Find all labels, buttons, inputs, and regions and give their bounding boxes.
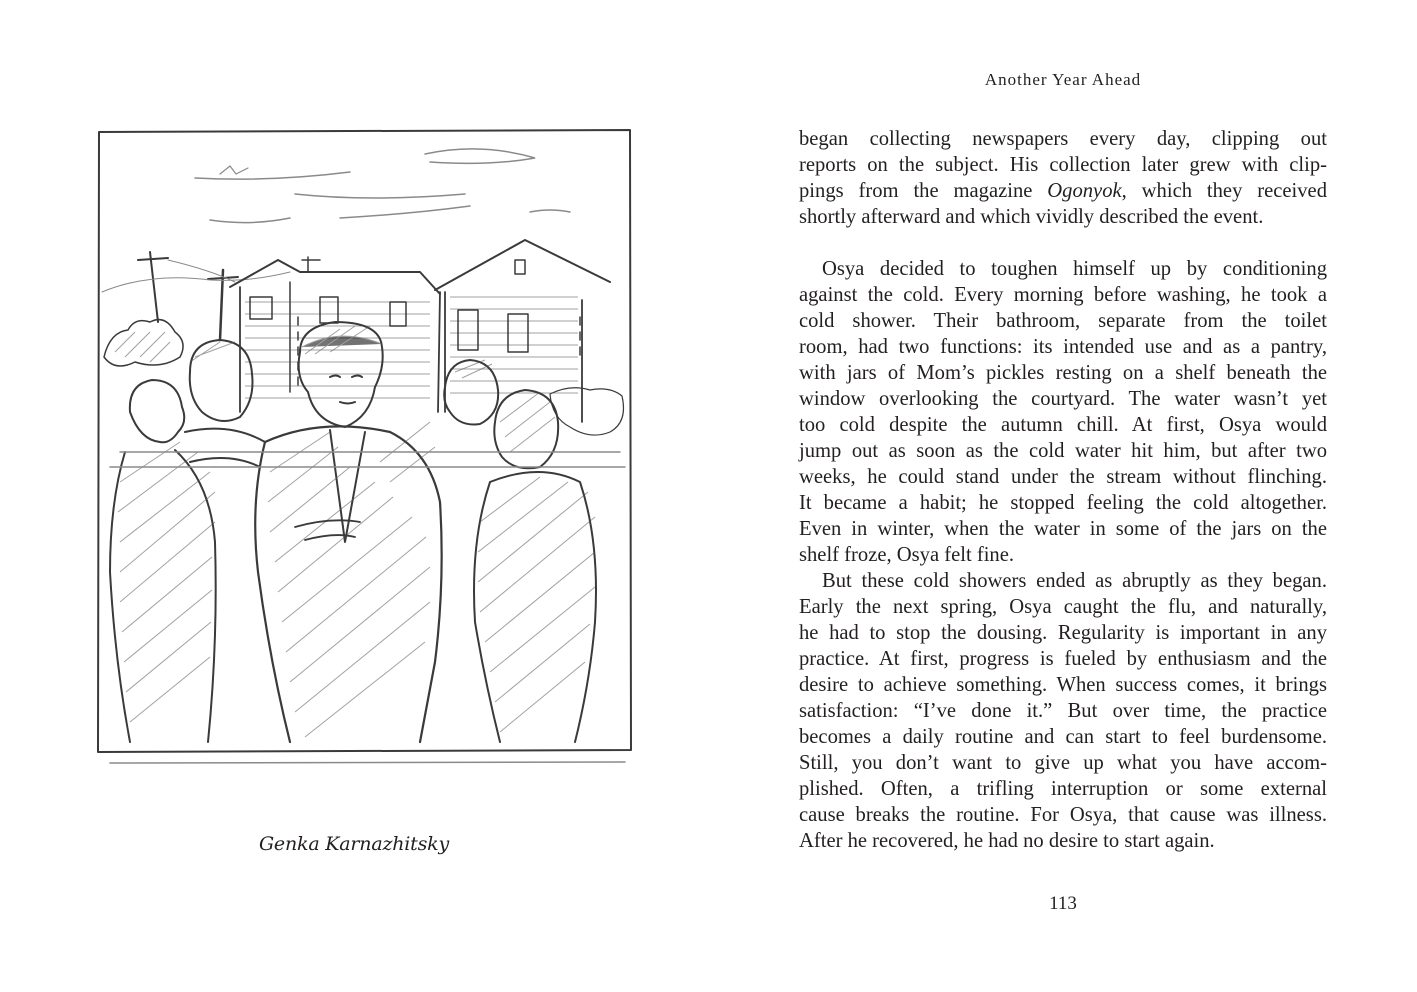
text-line: against the cold. Every morning before washing, he took a [799,284,1327,306]
text-line: becomes a daily routine and can start to feel burdensome. [799,726,1327,748]
text-line: he had to stop the dousing. Regularity is important in any [799,622,1327,644]
sketch-svg [90,122,640,767]
left-page [0,0,708,992]
paragraph-3 [799,568,1327,854]
wooden-houses [230,240,610,422]
text-line: Still, you don’t want to give up what you have accom- [799,752,1327,774]
text-line: desire to achieve something. When success comes, it brings [799,674,1327,696]
illustration-caption: Genka Karnazhitsky [258,833,450,855]
text-line [799,178,1327,204]
tree [104,320,624,436]
paragraph-2 [799,256,1327,568]
page-number: 113 [1049,893,1077,914]
text-line: too cold despite the autumn chill. At first, Osya would [799,414,1327,436]
person-left-head [130,380,184,442]
text-line: It became a habit; he stopped feeling the cold altogether. [799,492,1327,514]
text-line: satisfaction: “I’ve done it.” But over time, the practice [799,700,1327,722]
paragraph-1 [799,126,1327,230]
text-line: weeks, he could stand under the stream without flinching. [799,466,1327,488]
text-line: shelf froze, Osya felt fine. [799,544,1014,566]
text-line: reports on the subject. His collection later grew with clip- [799,154,1327,176]
text-line: Osya decided to toughen himself up by conditioning [822,258,1327,280]
right-page [708,0,1417,992]
text-line: Early the next spring, Osya caught the flu, and naturally, [799,596,1327,618]
text-segment: , which they received [1121,180,1327,202]
pencil-sketch-illustration [90,122,640,767]
text-line: window overlooking the courtyard. The water wasn’t yet [799,388,1327,410]
text-line: practice. At first, progress is fueled by enthusiasm and the [799,648,1327,670]
text-segment: pings from the magazine [799,180,1048,202]
text-line: cold shower. Their bathroom, separate from the toilet [799,310,1327,332]
text-line: with jars of Mom’s pickles resting on a shelf beneath the [799,362,1327,384]
sketch-baseline [110,762,625,763]
sketch-frame [98,130,631,752]
text-line: Even in winter, when the water in some of the jars on the [799,518,1327,540]
text-line: After he recovered, he had no desire to start again. [799,830,1215,852]
text-line: jump out as soon as the cold water hit him, but after two [799,440,1327,462]
text-line: shortly afterward and which vividly described the event. [799,206,1264,228]
text-line: But these cold showers ended as abruptly as they began. [822,570,1327,592]
people [110,322,625,742]
body-text [799,126,1327,854]
clouds [195,149,570,223]
text-line: cause breaks the routine. For Osya, that cause was illness. [799,804,1327,826]
person-second-head [190,340,253,421]
magazine-title: Ogonyok [1047,180,1122,202]
text-line: room, had two functions: its intended use and as a pantry, [799,336,1327,358]
person-right-head [444,360,498,425]
text-line: plished. Often, a trifling interruption or some external [799,778,1327,800]
text-line: began collecting newspapers every day, clipping out [799,128,1327,150]
running-head: Another Year Ahead [984,70,1142,89]
